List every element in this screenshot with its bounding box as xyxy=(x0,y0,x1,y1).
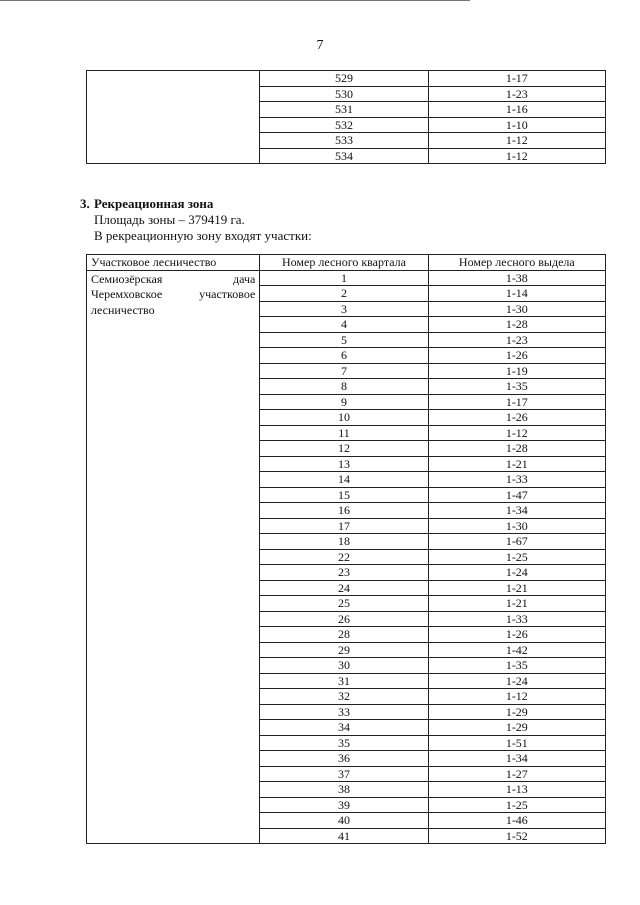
allotment-cell: 1-12 xyxy=(428,425,605,441)
quarter-cell: 34 xyxy=(260,720,428,736)
quarter-cell: 26 xyxy=(260,611,428,627)
quarter-cell: 38 xyxy=(260,782,428,798)
allotment-cell: 1-28 xyxy=(428,317,605,333)
allotment-cell: 1-17 xyxy=(428,394,605,410)
quarter-cell: 532 xyxy=(260,117,428,133)
allotment-cell: 1-51 xyxy=(428,735,605,751)
allotment-cell: 1-13 xyxy=(428,782,605,798)
quarter-cell: 17 xyxy=(260,518,428,534)
quarter-cell: 529 xyxy=(260,71,428,87)
quarter-cell: 22 xyxy=(260,549,428,565)
zone-table-header xyxy=(87,255,606,271)
allotment-cell: 1-12 xyxy=(428,148,605,164)
allotment-cell: 1-26 xyxy=(428,410,605,426)
allotment-cell: 1-21 xyxy=(428,580,605,596)
forestry-name-line: лесничество xyxy=(91,302,155,317)
top-table-body xyxy=(87,71,606,164)
quarter-cell: 5 xyxy=(260,332,428,348)
zone-intro-text: В рекреационную зону входят участки: xyxy=(94,228,312,243)
quarter-cell: 24 xyxy=(260,580,428,596)
quarter-cell: 533 xyxy=(260,133,428,149)
allotment-cell: 1-19 xyxy=(428,363,605,379)
zone-table xyxy=(86,254,606,844)
top-rule xyxy=(0,0,470,1)
allotment-cell: 1-14 xyxy=(428,286,605,302)
quarter-cell: 11 xyxy=(260,425,428,441)
header-quarter: Номер лесного квартала xyxy=(260,255,428,271)
allotment-cell: 1-47 xyxy=(428,487,605,503)
top-table xyxy=(86,70,606,164)
allotment-cell: 1-21 xyxy=(428,456,605,472)
quarter-cell: 531 xyxy=(260,102,428,118)
allotment-cell: 1-23 xyxy=(428,332,605,348)
quarter-cell: 6 xyxy=(260,348,428,364)
allotment-cell: 1-25 xyxy=(428,549,605,565)
quarter-cell: 3 xyxy=(260,301,428,317)
forestry-name-line: Семиозёрская дача xyxy=(91,271,256,286)
quarter-cell: 534 xyxy=(260,148,428,164)
zone-area-text: Площадь зоны – 379419 га. xyxy=(94,212,245,227)
quarter-cell: 8 xyxy=(260,379,428,395)
section-heading xyxy=(80,196,312,212)
quarter-cell: 9 xyxy=(260,394,428,410)
allotment-cell: 1-25 xyxy=(428,797,605,813)
quarter-cell: 25 xyxy=(260,596,428,612)
allotment-cell: 1-42 xyxy=(428,642,605,658)
quarter-cell: 40 xyxy=(260,813,428,829)
quarter-cell: 35 xyxy=(260,735,428,751)
allotment-cell: 1-33 xyxy=(428,611,605,627)
table-row xyxy=(87,270,606,286)
quarter-cell: 29 xyxy=(260,642,428,658)
allotment-cell: 1-33 xyxy=(428,472,605,488)
quarter-cell: 18 xyxy=(260,534,428,550)
allotment-cell: 1-17 xyxy=(428,71,605,87)
forestry-name-cell xyxy=(87,270,260,844)
quarter-cell: 15 xyxy=(260,487,428,503)
allotment-cell: 1-52 xyxy=(428,828,605,844)
quarter-cell: 31 xyxy=(260,673,428,689)
header-row xyxy=(87,255,606,271)
quarter-cell: 10 xyxy=(260,410,428,426)
allotment-cell: 1-24 xyxy=(428,673,605,689)
allotment-cell: 1-46 xyxy=(428,813,605,829)
quarter-cell: 28 xyxy=(260,627,428,643)
quarter-cell: 4 xyxy=(260,317,428,333)
quarter-cell: 7 xyxy=(260,363,428,379)
allotment-cell: 1-10 xyxy=(428,117,605,133)
quarter-cell: 12 xyxy=(260,441,428,457)
allotment-cell: 1-12 xyxy=(428,689,605,705)
quarter-cell: 14 xyxy=(260,472,428,488)
section-number: 3. xyxy=(80,196,90,211)
allotment-cell: 1-38 xyxy=(428,270,605,286)
page-number: 7 xyxy=(316,38,324,53)
quarter-cell: 32 xyxy=(260,689,428,705)
allotment-cell: 1-27 xyxy=(428,766,605,782)
allotment-cell: 1-67 xyxy=(428,534,605,550)
quarter-cell: 33 xyxy=(260,704,428,720)
allotment-cell: 1-23 xyxy=(428,86,605,102)
quarter-cell: 30 xyxy=(260,658,428,674)
allotment-cell: 1-26 xyxy=(428,348,605,364)
forestry-name-line: Черемховское участковое xyxy=(91,287,256,301)
allotment-cell: 1-21 xyxy=(428,596,605,612)
quarter-cell: 41 xyxy=(260,828,428,844)
allotment-cell: 1-29 xyxy=(428,704,605,720)
quarter-cell: 23 xyxy=(260,565,428,581)
quarter-cell: 37 xyxy=(260,766,428,782)
allotment-cell: 1-28 xyxy=(428,441,605,457)
quarter-cell: 39 xyxy=(260,797,428,813)
allotment-cell: 1-26 xyxy=(428,627,605,643)
quarter-cell: 530 xyxy=(260,86,428,102)
quarter-cell: 2 xyxy=(260,286,428,302)
quarter-cell: 16 xyxy=(260,503,428,519)
table-row xyxy=(87,71,606,87)
allotment-cell: 1-34 xyxy=(428,503,605,519)
quarter-cell: 13 xyxy=(260,456,428,472)
allotment-cell: 1-29 xyxy=(428,720,605,736)
section-3 xyxy=(80,196,312,244)
allotment-cell: 1-35 xyxy=(428,658,605,674)
quarter-cell: 36 xyxy=(260,751,428,767)
empty-forestry-cell xyxy=(87,71,260,164)
allotment-cell: 1-12 xyxy=(428,133,605,149)
allotment-cell: 1-30 xyxy=(428,518,605,534)
allotment-cell: 1-16 xyxy=(428,102,605,118)
allotment-cell: 1-34 xyxy=(428,751,605,767)
allotment-cell: 1-35 xyxy=(428,379,605,395)
header-allotment: Номер лесного выдела xyxy=(428,255,605,271)
header-forestry: Участковое лесничество xyxy=(87,255,260,271)
zone-table-body xyxy=(87,270,606,844)
section-title: Рекреационная зона xyxy=(94,196,214,211)
allotment-cell: 1-24 xyxy=(428,565,605,581)
quarter-cell: 1 xyxy=(260,270,428,286)
allotment-cell: 1-30 xyxy=(428,301,605,317)
